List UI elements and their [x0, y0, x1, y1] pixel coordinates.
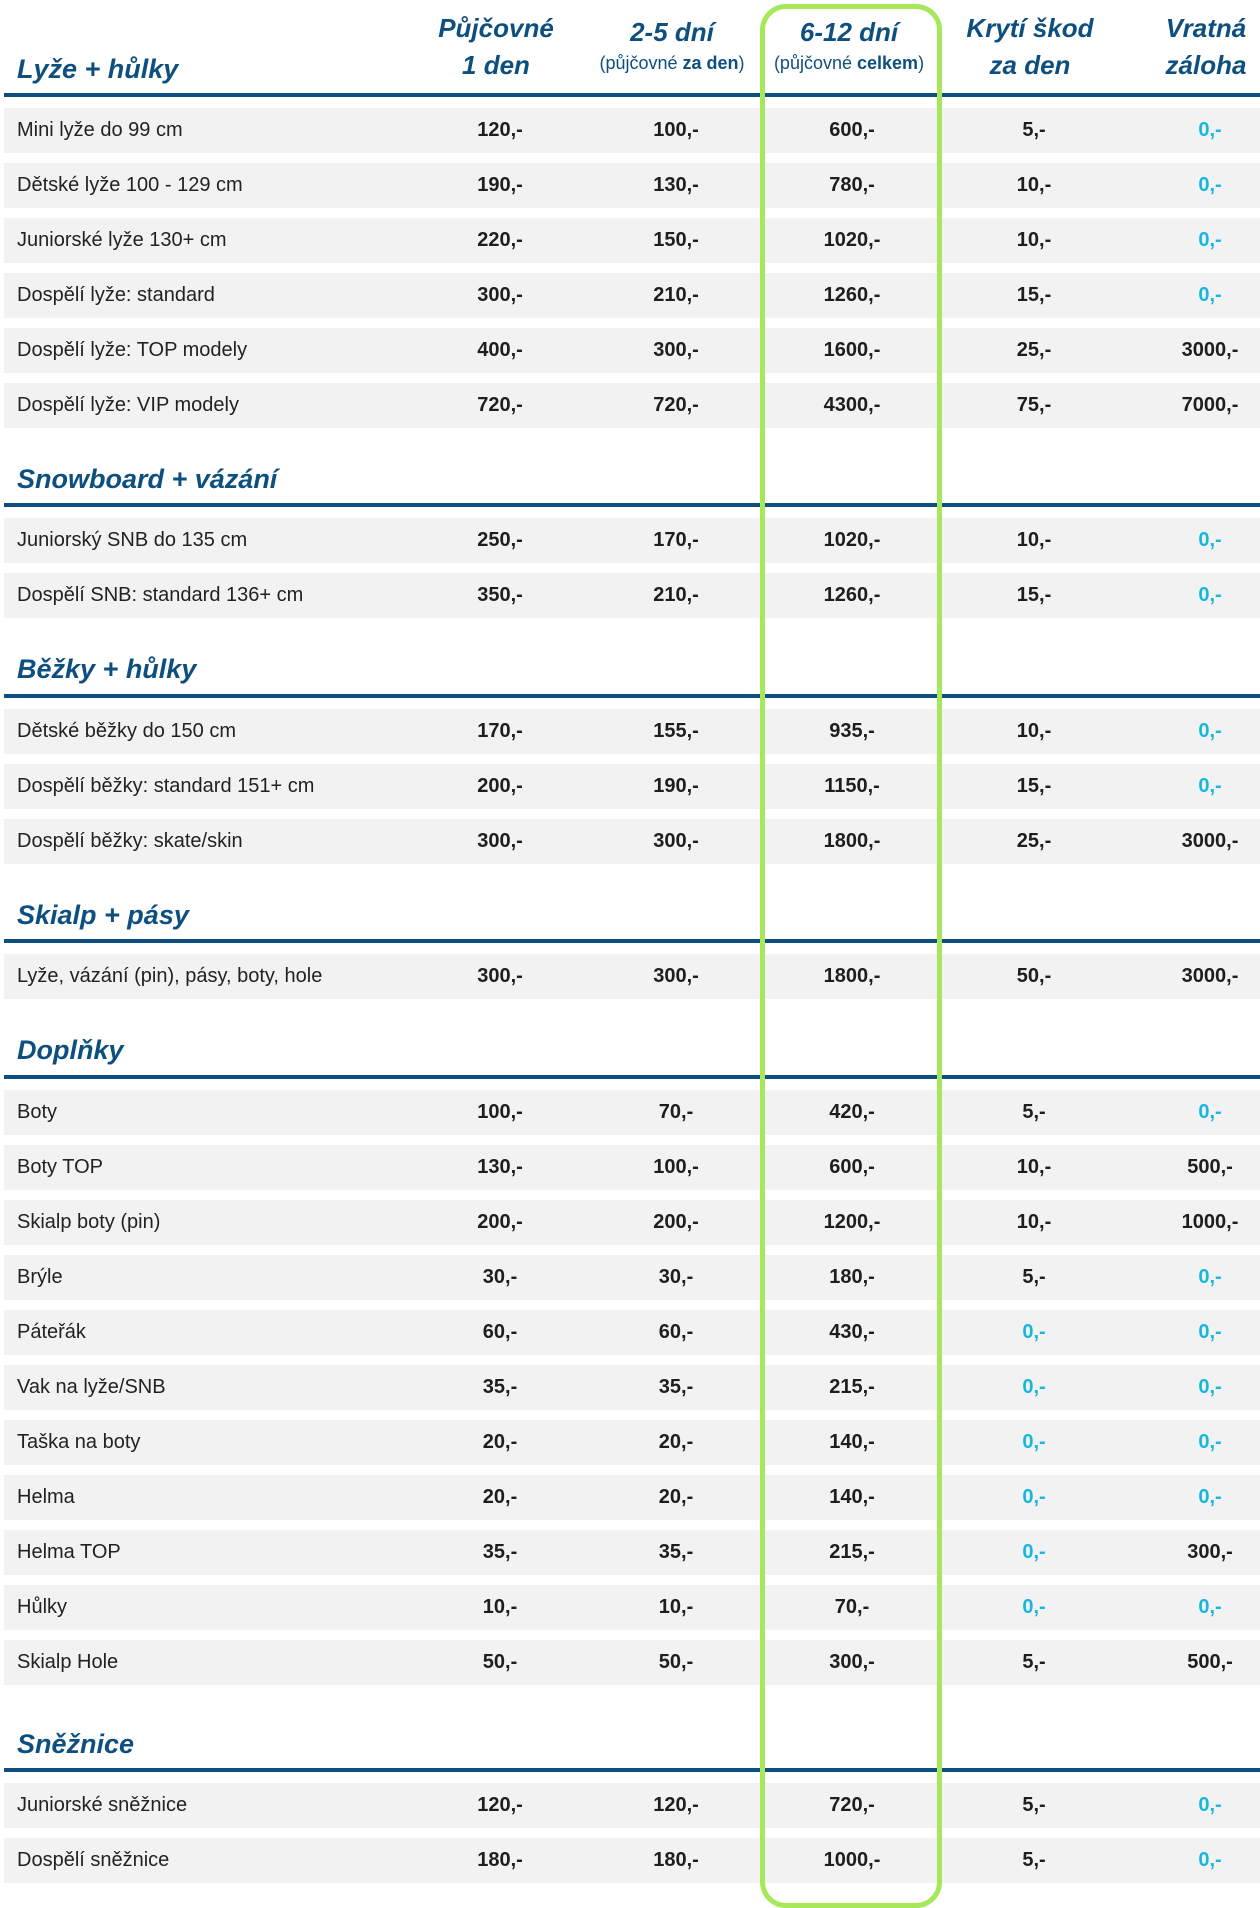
price-rental-2-5-days: 70,-	[658, 1101, 694, 1123]
item-name: Dospělí běžky: standard 151+ cm	[17, 775, 315, 797]
price-rental-6-12-days: 420,-	[829, 1101, 875, 1123]
price-rental-2-5-days: 120,-	[653, 1794, 699, 1816]
item-name: Hůlky	[17, 1596, 68, 1618]
item-name: Dospělí lyže: standard	[17, 284, 215, 306]
price-damage-cover: 5,-	[1022, 1101, 1046, 1123]
price-rental-6-12-days: 935,-	[829, 720, 875, 742]
price-refundable-deposit: 0,-	[1198, 284, 1222, 306]
section-divider	[4, 939, 1260, 943]
price-refundable-deposit: 0,-	[1198, 584, 1222, 606]
item-name: Mini lyže do 99 cm	[17, 119, 183, 141]
price-refundable-deposit: 0,-	[1198, 174, 1222, 196]
table-row	[4, 954, 1260, 999]
section-divider	[4, 1075, 1260, 1079]
price-damage-cover: 10,-	[1016, 229, 1052, 251]
price-damage-cover: 5,-	[1022, 119, 1046, 141]
price-rental-6-12-days: 1800,-	[823, 965, 881, 987]
price-rental-1-day: 300,-	[477, 965, 523, 987]
price-damage-cover: 0,-	[1022, 1376, 1046, 1398]
price-rental-6-12-days: 1260,-	[823, 284, 881, 306]
price-damage-cover: 15,-	[1016, 584, 1052, 606]
price-rental-2-5-days: 130,-	[653, 174, 699, 196]
price-rental-2-5-days: 210,-	[653, 584, 699, 606]
header-refundable-deposit-line1: Vratná	[1165, 13, 1247, 43]
section-title: Sněžnice	[17, 1729, 135, 1759]
price-rental-6-12-days: 430,-	[829, 1321, 875, 1343]
price-rental-6-12-days: 1020,-	[823, 529, 881, 551]
table-row	[4, 1145, 1260, 1190]
note-prefix: (půjčovné	[773, 53, 857, 73]
price-damage-cover: 50,-	[1016, 965, 1052, 987]
price-rental-2-5-days: 60,-	[658, 1321, 694, 1343]
header-rental-2-5-days-title: 2-5 dní	[630, 17, 714, 47]
price-refundable-deposit: 0,-	[1198, 1376, 1222, 1398]
price-rental-1-day: 300,-	[477, 284, 523, 306]
price-rental-2-5-days: 200,-	[653, 1211, 699, 1233]
header-rental-1-day-line2: 1 den	[462, 50, 530, 80]
price-refundable-deposit: 3000,-	[1181, 965, 1239, 987]
price-refundable-deposit: 1000,-	[1181, 1211, 1239, 1233]
price-rental-1-day: 350,-	[477, 584, 523, 606]
price-rental-6-12-days: 1600,-	[823, 339, 881, 361]
price-rental-2-5-days: 20,-	[658, 1431, 694, 1453]
item-name: Boty	[17, 1101, 58, 1123]
note-suffix: )	[918, 53, 925, 73]
price-rental-2-5-days: 150,-	[653, 229, 699, 251]
price-rental-1-day: 120,-	[477, 119, 523, 141]
price-rental-2-5-days: 300,-	[653, 830, 699, 852]
table-row	[4, 1640, 1260, 1685]
price-rental-6-12-days: 300,-	[829, 1651, 875, 1673]
price-damage-cover: 0,-	[1022, 1486, 1046, 1508]
table-row	[4, 1838, 1260, 1883]
price-refundable-deposit: 0,-	[1198, 1321, 1222, 1343]
price-damage-cover: 0,-	[1022, 1321, 1046, 1343]
table-row	[4, 1310, 1260, 1355]
item-name: Dětské běžky do 150 cm	[17, 720, 236, 742]
item-name: Helma TOP	[17, 1541, 121, 1563]
price-rental-2-5-days: 300,-	[653, 339, 699, 361]
price-refundable-deposit: 500,-	[1187, 1156, 1233, 1178]
item-name: Taška na boty	[17, 1431, 141, 1453]
price-damage-cover: 0,-	[1022, 1541, 1046, 1563]
header-damage-cover-line2: za den	[989, 50, 1071, 80]
table-row	[4, 273, 1260, 318]
price-rental-6-12-days: 140,-	[829, 1486, 875, 1508]
section-title: Doplňky	[17, 1035, 124, 1065]
header-rental-6-12-days	[758, 14, 940, 75]
header-rental-2-5-days	[582, 14, 762, 75]
table-row	[4, 108, 1260, 153]
header-refundable-deposit	[1126, 10, 1260, 84]
price-rental-6-12-days: 1200,-	[823, 1211, 881, 1233]
note-emphasis: za den	[682, 53, 739, 73]
price-rental-6-12-days: 780,-	[829, 174, 875, 196]
table-row	[4, 1420, 1260, 1465]
price-rental-1-day: 250,-	[477, 529, 523, 551]
note-suffix: )	[738, 53, 745, 73]
table-row	[4, 1530, 1260, 1575]
price-rental-1-day: 35,-	[482, 1541, 518, 1563]
price-rental-6-12-days: 1800,-	[823, 830, 881, 852]
price-refundable-deposit: 500,-	[1187, 1651, 1233, 1673]
table-row	[4, 1475, 1260, 1520]
price-rental-2-5-days: 50,-	[658, 1651, 694, 1673]
item-name: Juniorské lyže 130+ cm	[17, 229, 227, 251]
price-refundable-deposit: 3000,-	[1181, 830, 1239, 852]
price-rental-1-day: 300,-	[477, 830, 523, 852]
price-rental-1-day: 180,-	[477, 1849, 523, 1871]
price-rental-1-day: 100,-	[477, 1101, 523, 1123]
price-rental-1-day: 10,-	[482, 1596, 518, 1618]
table-row	[4, 819, 1260, 864]
price-rental-6-12-days: 140,-	[829, 1431, 875, 1453]
table-row	[4, 1255, 1260, 1300]
price-damage-cover: 5,-	[1022, 1849, 1046, 1871]
header-rental-6-12-days-note	[758, 51, 940, 75]
price-refundable-deposit: 0,-	[1198, 1596, 1222, 1618]
price-rental-6-12-days: 600,-	[829, 119, 875, 141]
section-divider	[4, 503, 1260, 507]
item-name: Dětské lyže 100 - 129 cm	[17, 174, 243, 196]
price-refundable-deposit: 0,-	[1198, 1266, 1222, 1288]
price-rental-2-5-days: 190,-	[653, 775, 699, 797]
table-row	[4, 764, 1260, 809]
price-damage-cover: 5,-	[1022, 1266, 1046, 1288]
price-damage-cover: 10,-	[1016, 529, 1052, 551]
price-refundable-deposit: 0,-	[1198, 720, 1222, 742]
price-damage-cover: 25,-	[1016, 339, 1052, 361]
price-rental-1-day: 720,-	[477, 394, 523, 416]
price-rental-1-day: 50,-	[482, 1651, 518, 1673]
item-name: Dospělí běžky: skate/skin	[17, 830, 243, 852]
price-rental-1-day: 170,-	[477, 720, 523, 742]
header-damage-cover-line1: Krytí škod	[966, 13, 1094, 43]
item-name: Juniorské sněžnice	[17, 1794, 188, 1816]
price-damage-cover: 25,-	[1016, 830, 1052, 852]
price-damage-cover: 10,-	[1016, 174, 1052, 196]
price-damage-cover: 10,-	[1016, 1211, 1052, 1233]
header-rental-6-12-days-title: 6-12 dní	[799, 17, 899, 47]
price-rental-1-day: 220,-	[477, 229, 523, 251]
price-rental-2-5-days: 155,-	[653, 720, 699, 742]
table-row	[4, 709, 1260, 754]
price-rental-6-12-days: 215,-	[829, 1541, 875, 1563]
price-rental-2-5-days: 100,-	[653, 119, 699, 141]
price-refundable-deposit: 0,-	[1198, 229, 1222, 251]
section-divider	[4, 1768, 1260, 1772]
item-name: Dospělí sněžnice	[17, 1849, 170, 1871]
price-rental-6-12-days: 600,-	[829, 1156, 875, 1178]
price-rental-6-12-days: 215,-	[829, 1376, 875, 1398]
section-title: Lyže + hůlky	[17, 54, 179, 84]
price-rental-1-day: 190,-	[477, 174, 523, 196]
price-rental-2-5-days: 30,-	[658, 1266, 694, 1288]
price-damage-cover: 5,-	[1022, 1794, 1046, 1816]
item-name: Lyže, vázání (pin), pásy, boty, hole	[17, 965, 323, 987]
section-title: Snowboard + vázání	[17, 464, 278, 494]
price-refundable-deposit: 0,-	[1198, 119, 1222, 141]
price-rental-1-day: 20,-	[482, 1431, 518, 1453]
price-rental-6-12-days: 1020,-	[823, 229, 881, 251]
item-name: Dospělí lyže: TOP modely	[17, 339, 248, 361]
item-name: Páteřák	[17, 1321, 86, 1343]
section-divider	[4, 93, 1260, 97]
price-damage-cover: 5,-	[1022, 1651, 1046, 1673]
item-name: Skialp boty (pin)	[17, 1211, 161, 1233]
item-name: Dospělí lyže: VIP modely	[17, 394, 239, 416]
section-title: Běžky + hůlky	[17, 654, 197, 684]
price-rental-6-12-days: 180,-	[829, 1266, 875, 1288]
item-name: Skialp Hole	[17, 1651, 119, 1673]
table-row	[4, 1585, 1260, 1630]
price-damage-cover: 0,-	[1022, 1596, 1046, 1618]
price-rental-2-5-days: 35,-	[658, 1376, 694, 1398]
table-row	[4, 1783, 1260, 1828]
table-row	[4, 383, 1260, 428]
price-rental-1-day: 20,-	[482, 1486, 518, 1508]
price-rental-1-day: 30,-	[482, 1266, 518, 1288]
price-rental-6-12-days: 1150,-	[824, 775, 880, 797]
price-refundable-deposit: 0,-	[1198, 1849, 1222, 1871]
price-refundable-deposit: 300,-	[1187, 1541, 1233, 1563]
price-refundable-deposit: 7000,-	[1181, 394, 1239, 416]
price-rental-2-5-days: 10,-	[658, 1596, 694, 1618]
price-damage-cover: 0,-	[1022, 1431, 1046, 1453]
price-rental-2-5-days: 210,-	[653, 284, 699, 306]
item-name: Helma	[17, 1486, 75, 1508]
price-rental-6-12-days: 1260,-	[823, 584, 881, 606]
price-damage-cover: 10,-	[1016, 1156, 1052, 1178]
header-refundable-deposit-line2: záloha	[1165, 50, 1247, 80]
table-row	[4, 163, 1260, 208]
price-refundable-deposit: 0,-	[1198, 1431, 1222, 1453]
price-rental-2-5-days: 170,-	[653, 529, 699, 551]
price-rental-1-day: 120,-	[477, 1794, 523, 1816]
price-damage-cover: 15,-	[1016, 284, 1052, 306]
price-refundable-deposit: 0,-	[1198, 529, 1222, 551]
price-rental-6-12-days: 70,-	[834, 1596, 870, 1618]
price-rental-2-5-days: 300,-	[653, 965, 699, 987]
header-damage-cover	[950, 10, 1110, 84]
price-rental-6-12-days: 720,-	[829, 1794, 875, 1816]
price-damage-cover: 15,-	[1016, 775, 1052, 797]
table-row	[4, 518, 1260, 563]
table-row	[4, 218, 1260, 263]
price-refundable-deposit: 0,-	[1198, 1101, 1222, 1123]
price-rental-1-day: 200,-	[477, 1211, 523, 1233]
price-rental-1-day: 200,-	[477, 775, 523, 797]
price-rental-1-day: 60,-	[482, 1321, 518, 1343]
item-name: Vak na lyže/SNB	[17, 1376, 166, 1398]
table-row	[4, 1365, 1260, 1410]
price-rental-2-5-days: 35,-	[658, 1541, 694, 1563]
table-row	[4, 573, 1260, 618]
section-title: Skialp + pásy	[17, 900, 189, 930]
table-row	[4, 328, 1260, 373]
table-row	[4, 1090, 1260, 1135]
section-divider	[4, 694, 1260, 698]
note-emphasis: celkem	[857, 53, 919, 73]
price-rental-2-5-days: 100,-	[653, 1156, 699, 1178]
price-rental-1-day: 400,-	[477, 339, 523, 361]
price-rental-2-5-days: 20,-	[658, 1486, 694, 1508]
item-name: Brýle	[17, 1266, 63, 1288]
item-name: Juniorský SNB do 135 cm	[17, 529, 248, 551]
price-rental-6-12-days: 1000,-	[823, 1849, 881, 1871]
header-rental-1-day	[416, 10, 576, 84]
price-refundable-deposit: 0,-	[1198, 1794, 1222, 1816]
price-rental-1-day: 35,-	[482, 1376, 518, 1398]
price-rental-6-12-days: 4300,-	[823, 394, 881, 416]
price-rental-2-5-days: 180,-	[653, 1849, 699, 1871]
price-rental-1-day: 130,-	[477, 1156, 523, 1178]
item-name: Boty TOP	[17, 1156, 103, 1178]
table-row	[4, 1200, 1260, 1245]
header-rental-1-day-line1: Půjčovné	[438, 13, 554, 43]
price-damage-cover: 10,-	[1016, 720, 1052, 742]
price-refundable-deposit: 0,-	[1198, 1486, 1222, 1508]
price-refundable-deposit: 0,-	[1198, 775, 1222, 797]
note-prefix: (půjčovné	[599, 53, 683, 73]
price-rental-2-5-days: 720,-	[653, 394, 699, 416]
price-refundable-deposit: 3000,-	[1181, 339, 1239, 361]
item-name: Dospělí SNB: standard 136+ cm	[17, 584, 304, 606]
header-rental-2-5-days-note	[582, 51, 762, 75]
price-damage-cover: 75,-	[1016, 394, 1052, 416]
